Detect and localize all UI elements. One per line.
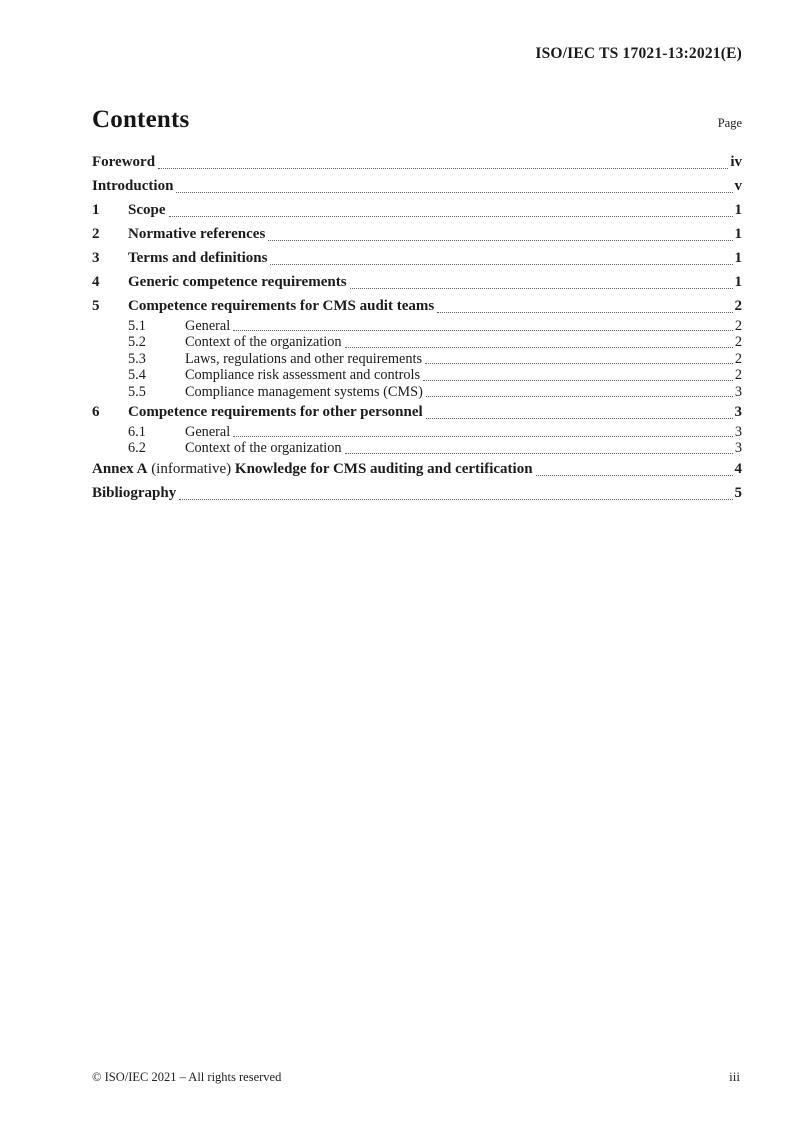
dot-leader [233,318,733,331]
toc-entry-label [92,174,173,198]
toc-entry-number: 6.2 [128,440,146,457]
toc-entry[interactable] [92,150,742,174]
toc-entry-number: 6.1 [128,424,146,441]
toc-entry-label-segment: Generic competence requirements [128,274,347,290]
contents-header [92,106,742,134]
toc-entry-label-segment: Competence requirements for CMS audit teams [128,298,435,314]
toc-entry-label [185,318,230,334]
toc-entry[interactable] [92,400,742,424]
toc-entry[interactable] [92,222,742,246]
toc-entry-page: 1 [734,250,742,266]
dot-leader [426,384,733,397]
toc-entry-label [128,294,434,318]
toc-entry-page: 4 [734,460,742,477]
dot-leader [437,294,732,313]
toc-entry-label-segment: Context of the organization [185,334,342,351]
page-header [92,45,742,63]
copyright-notice: © ISO/IEC 2021 – All rights reserved [92,1070,282,1084]
toc-entry-number: 2 [92,226,100,242]
page-column-label: Page [717,116,742,130]
toc-entry[interactable] [92,294,742,318]
toc-entry-label-segment: Competence requirements for other personnel [128,404,423,421]
toc-entry[interactable] [92,384,742,400]
dot-leader [425,351,733,364]
toc-entry-label-segment: Compliance management systems (CMS) [185,383,423,400]
toc-entry-label [128,400,423,424]
toc-entry-number: 5.2 [128,334,146,351]
toc-entry-page: 2 [734,334,742,351]
toc-entry[interactable] [92,457,742,481]
toc-entry-label [185,351,422,367]
toc-entry-page: 1 [734,202,742,218]
toc-entry-label [92,150,155,174]
toc-entry[interactable] [92,440,742,456]
toc-entry-label-segment: General [185,318,231,334]
dot-leader [536,457,733,476]
toc-entry[interactable] [92,481,742,505]
document-id: ISO/IEC TS 17021-13:2021(E) [535,45,742,62]
toc-entry[interactable] [92,367,742,383]
toc-entry-label [128,270,347,294]
toc-entry-page: 2 [734,318,742,334]
toc-entry[interactable] [92,174,742,198]
toc-entry-label-segment: Introduction [92,178,174,194]
toc-entry-label-segment: Terms and definitions [128,250,268,266]
toc-list [92,150,742,505]
toc-entry-label-segment: Compliance risk assessment and controls [185,367,421,384]
toc-entry-label-segment: General [185,424,231,441]
toc-entry-label [128,198,166,222]
toc-entry-label [128,222,265,246]
toc-entry-label [185,440,342,456]
toc-entry-label [185,384,423,400]
toc-entry-label [185,334,342,350]
dot-leader [423,367,733,380]
toc-entry-page: v [734,178,742,194]
toc-entry-number: 5.4 [128,367,146,384]
dot-leader [350,270,733,289]
toc-entry-number: 3 [92,250,100,266]
toc-entry-page: 1 [734,274,742,290]
folio-page-number: iii [729,1069,740,1084]
contents-title: Contents [92,106,190,133]
toc-entry-number: 6 [92,404,100,421]
toc-entry-label [92,481,176,505]
toc-entry-label-segment: Scope [128,202,166,218]
toc-entry-label-segment: Laws, regulations and other requirements [185,350,423,367]
toc-entry-page: 3 [734,404,742,421]
toc-entry-number: 5.5 [128,383,146,400]
toc-entry[interactable] [92,334,742,350]
toc-entry-page: 3 [734,424,742,441]
dot-leader [345,334,733,347]
dot-leader [426,400,733,419]
page-footer [92,1069,740,1085]
dot-leader [233,424,733,437]
toc-entry[interactable] [92,424,742,440]
dot-leader [179,481,732,500]
toc-entry-label [128,246,267,270]
toc-entry-page: iv [730,154,742,170]
toc-entry-number: 5.3 [128,350,146,367]
toc-entry[interactable] [92,270,742,294]
toc-entry-number: 5 [92,298,100,314]
toc-entry-label-segment: Annex A [92,460,148,477]
toc-entry-label [185,367,420,383]
toc-entry-page: 5 [734,484,742,501]
dot-leader [268,222,732,241]
toc-entry-label-segment: Foreword [92,154,156,170]
toc-entry[interactable] [92,198,742,222]
toc-entry-number: 5.1 [128,318,146,334]
toc-entry-label [92,457,533,481]
toc-entry-page: 3 [734,383,742,400]
toc-entry[interactable] [92,318,742,334]
toc-entry-label-segment: Knowledge for CMS auditing and certification [234,460,533,477]
toc-entry-page: 2 [734,350,742,367]
toc-entry-label [185,424,230,440]
dot-leader [169,198,733,217]
toc-entry-label-segment: (informative) [147,460,235,477]
toc-entry-page: 1 [734,226,742,242]
toc-entry-page: 3 [734,440,742,457]
toc-entry-number: 1 [92,202,100,218]
toc-entry[interactable] [92,351,742,367]
dot-leader [345,440,733,453]
dot-leader [176,174,732,193]
toc-entry-label-segment: Normative references [128,226,266,242]
toc-entry-page: 2 [734,367,742,384]
toc-entry-label-segment: Context of the organization [185,440,342,457]
dot-leader [270,246,732,265]
toc-entry-label-segment: Bibliography [92,484,177,501]
toc-entry[interactable] [92,246,742,270]
toc-entry-number: 4 [92,274,100,290]
toc-entry-page: 2 [734,298,742,314]
dot-leader [158,150,728,169]
